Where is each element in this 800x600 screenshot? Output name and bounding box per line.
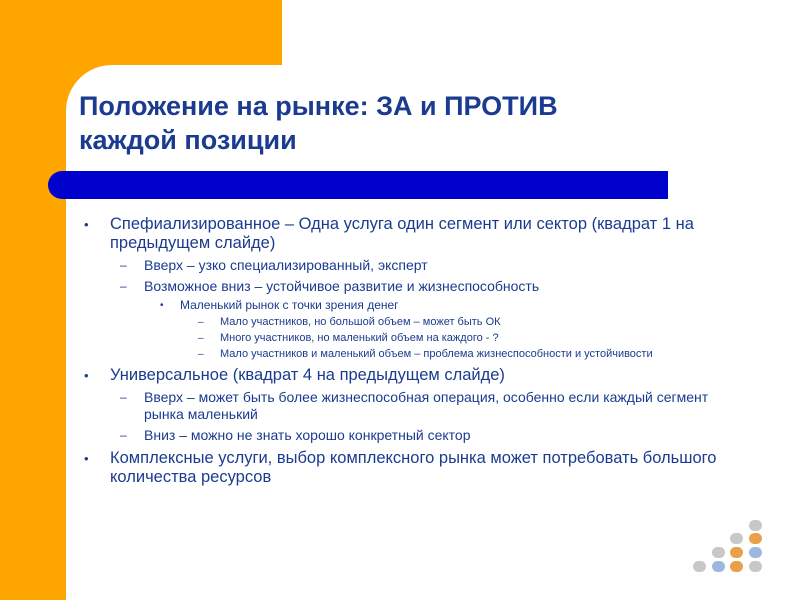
bullet-text: Маленький рынок с точки зрения денег [180, 298, 399, 312]
bullet-marker: • [160, 300, 164, 311]
orange-frame-left [0, 0, 66, 600]
bullet-text: Мало участников, но большой объем – может быть ОК [220, 316, 501, 328]
bullet-text: Вверх – может быть более жизнеспособная операция, особенно если каждый сегмент рынка маленький [144, 389, 709, 422]
bullet-item [82, 449, 742, 487]
bullet-marker: – [198, 333, 204, 344]
bullet-marker: – [120, 390, 127, 404]
bullet-item [82, 366, 742, 385]
bullet-list [82, 210, 742, 487]
bullet-item [82, 332, 742, 345]
slide-title-line-2: каждой позиции [79, 125, 297, 155]
bullet-marker: • [84, 368, 89, 383]
bullet-marker: • [84, 451, 89, 466]
bullet-item [82, 278, 742, 295]
bullet-text: Вверх – узко специализированный, эксперт [144, 257, 428, 273]
slide-title [79, 89, 719, 157]
bullet-item [82, 257, 742, 274]
bullet-item [82, 389, 742, 423]
bullet-marker: – [120, 258, 127, 272]
bullet-marker: – [198, 317, 204, 328]
bullet-marker: – [120, 279, 127, 293]
bullet-marker: • [84, 217, 89, 232]
bullet-item [82, 348, 742, 361]
bullet-text: Спефиализированное – Одна услуга один сегмент или сектор (квадрат 1 на предыдущем слайде) [110, 215, 694, 252]
bullet-text: Мало участников и маленький объем – проблема жизнеспособности и устойчивости [220, 348, 653, 360]
slide-title-line-1: Положение на рынке: ЗА и ПРОТИВ [79, 91, 558, 121]
bullet-item [82, 298, 742, 313]
bullet-text: Много участников, но маленький объем на каждого - ? [220, 332, 499, 344]
bullet-text: Вниз – можно не знать хорошо конкретный сектор [144, 427, 471, 443]
bullet-marker: – [120, 428, 127, 442]
bullet-item [82, 215, 742, 253]
bullet-text: Возможное вниз – устойчивое развитие и жизнеспособность [144, 278, 540, 294]
bullet-text: Универсальное (квадрат 4 на предыдущем слайде) [110, 366, 505, 384]
bullet-marker: – [198, 349, 204, 360]
bullet-item [82, 316, 742, 329]
bullet-item [82, 427, 742, 444]
bullet-text: Комплексные услуги, выбор комплексного рынка может потребовать большого количества ресурсов [110, 449, 717, 486]
title-underline-bar [48, 171, 668, 199]
